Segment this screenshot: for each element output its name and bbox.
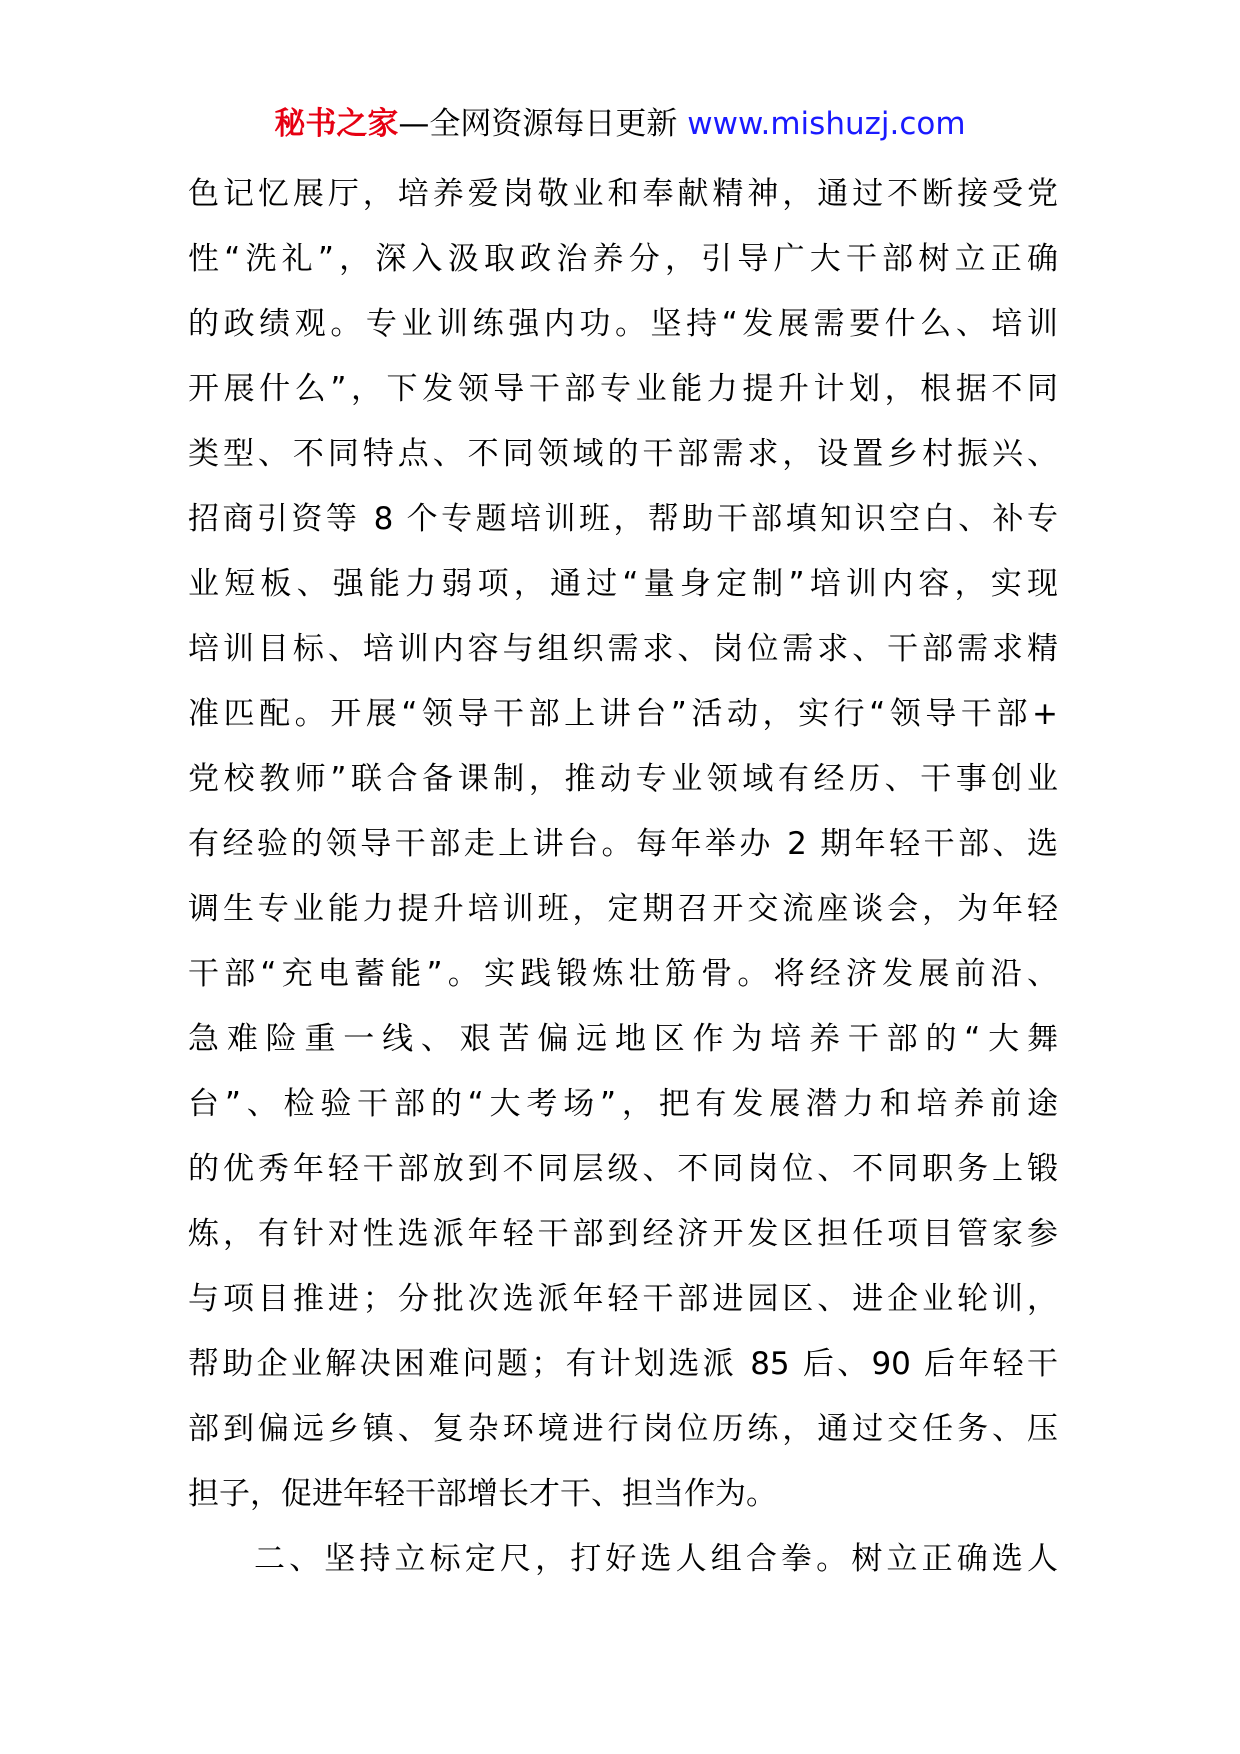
text-line: 有经验的领导干部走上讲台。每年举办 2 期年轻干部、选	[188, 826, 1058, 862]
text-line: 色记忆展厅，培养爱岗敬业和奉献精神，通过不断接受党	[188, 176, 1058, 212]
text-line: 党校教师”联合备课制，推动专业领域有经历、干事创业	[188, 761, 1058, 797]
text-line: 的政绩观。专业训练强内功。坚持“发展需要什么、培训	[188, 306, 1058, 342]
text-line: 招商引资等 8 个专题培训班，帮助干部填知识空白、补专	[188, 501, 1058, 537]
text-line: 部到偏远乡镇、复杂环境进行岗位历练，通过交任务、压	[188, 1411, 1058, 1447]
text-line: 类型、不同特点、不同领域的干部需求，设置乡村振兴、	[188, 436, 1058, 472]
header-tagline: —全网资源每日更新	[398, 106, 688, 142]
text-line: 与项目推进；分批次选派年轻干部进园区、进企业轮训，	[188, 1281, 1058, 1317]
text-line: 业短板、强能力弱项，通过“量身定制”培训内容，实现	[188, 566, 1058, 602]
text-line: 准匹配。开展“领导干部上讲台”活动，实行“领导干部+	[188, 696, 1058, 732]
text-line: 帮助企业解决困难问题；有计划选派 85 后、90 后年轻干	[188, 1346, 1058, 1382]
site-header	[0, 104, 1240, 144]
paragraph-last-line: 担子，促进年轻干部增长才干、担当作为。	[188, 1476, 777, 1512]
header-url-link[interactable]: www.mishuzj.com	[687, 106, 966, 142]
text-line: 性“洗礼”，深入汲取政治养分，引导广大干部树立正确	[188, 241, 1058, 277]
text-line: 台”、检验干部的“大考场”，把有发展潜力和培养前途	[188, 1086, 1058, 1122]
text-line: 调生专业能力提升培训班，定期召开交流座谈会，为年轻	[188, 891, 1058, 927]
text-line: 炼，有针对性选派年轻干部到经济开发区担任项目管家参	[188, 1216, 1058, 1252]
header-brand: 秘书之家	[274, 106, 399, 142]
text-line: 急难险重一线、艰苦偏远地区作为培养干部的“大舞	[188, 1021, 1058, 1057]
text-line: 干部“充电蓄能”。实践锻炼壮筋骨。将经济发展前沿、	[188, 956, 1058, 992]
document-body	[188, 162, 1058, 1592]
text-line: 培训目标、培训内容与组织需求、岗位需求、干部需求精	[188, 631, 1058, 667]
section-heading: 二、坚持立标定尺，打好选人组合拳。树立正确选人	[254, 1541, 1058, 1577]
text-line: 开展什么”，下发领导干部专业能力提升计划，根据不同	[188, 371, 1058, 407]
text-line: 的优秀年轻干部放到不同层级、不同岗位、不同职务上锻	[188, 1151, 1058, 1187]
